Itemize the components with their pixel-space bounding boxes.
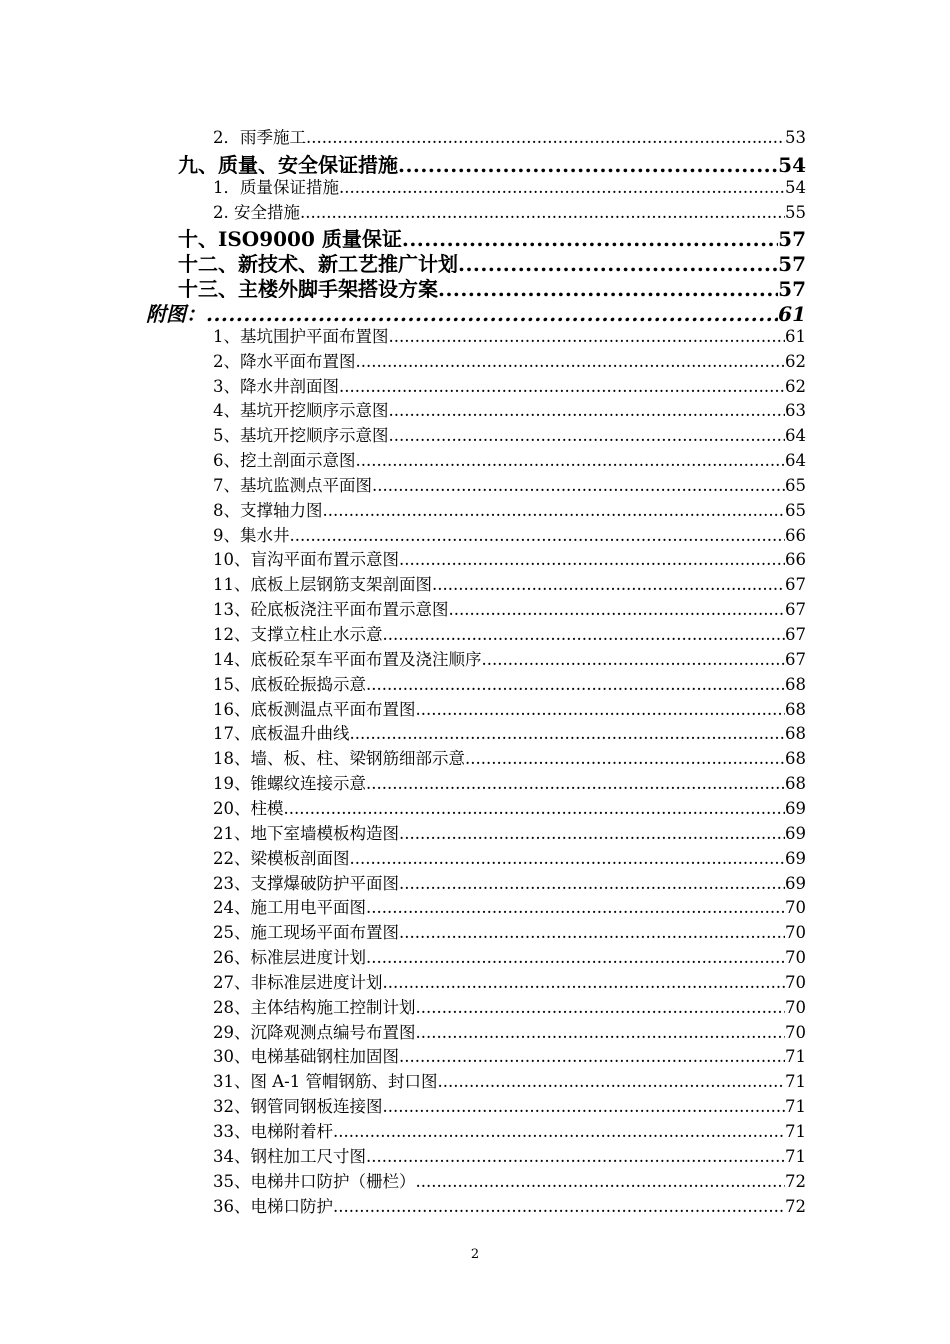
toc-entry-page: 63 bbox=[785, 401, 806, 421]
toc-entry[interactable] bbox=[213, 447, 806, 472]
toc-dot-leader bbox=[350, 849, 786, 868]
toc-entry[interactable] bbox=[213, 870, 806, 895]
toc-entry-title: 14、底板砼泵车平面布置及浇注顺序 bbox=[213, 649, 482, 669]
toc-entry-page: 66 bbox=[785, 550, 806, 570]
toc-entry[interactable] bbox=[213, 546, 806, 571]
toc-entry-title: 34、钢柱加工尺寸图 bbox=[213, 1146, 366, 1166]
toc-entry-page: 62 bbox=[785, 351, 806, 371]
toc-dot-leader bbox=[398, 153, 778, 174]
toc-dot-leader bbox=[366, 1147, 785, 1166]
toc-entry-page: 68 bbox=[785, 774, 806, 794]
toc-entry-title: 5、基坑开挖顺序示意图 bbox=[213, 426, 389, 446]
toc-entry[interactable] bbox=[213, 1093, 806, 1118]
toc-entry-page: 65 bbox=[785, 475, 806, 495]
toc-entry-title: 29、沉降观测点编号布置图 bbox=[213, 1022, 416, 1042]
toc-entry-page: 69 bbox=[785, 848, 806, 868]
toc-entry-page: 64 bbox=[785, 451, 806, 471]
toc-entry-page: 70 bbox=[785, 948, 806, 968]
toc-entry-page: 71 bbox=[785, 1097, 806, 1117]
toc-entry-title: 21、地下室墙模板构造图 bbox=[213, 823, 399, 843]
toc-entry-title: 30、电梯基础钢柱加固图 bbox=[213, 1047, 399, 1067]
toc-entry-title: 2、降水平面布置图 bbox=[213, 351, 356, 371]
toc-dot-leader bbox=[350, 724, 786, 743]
toc-entry[interactable] bbox=[213, 820, 806, 845]
toc-dot-leader bbox=[402, 227, 778, 248]
toc-dot-leader bbox=[323, 501, 786, 520]
toc-entry[interactable] bbox=[213, 124, 806, 149]
toc-dot-leader bbox=[356, 352, 786, 371]
toc-dot-leader bbox=[458, 252, 778, 273]
toc-entry-title: 2．雨季施工 bbox=[213, 128, 306, 147]
toc-entry[interactable] bbox=[213, 795, 806, 820]
toc-dot-leader bbox=[339, 377, 785, 396]
toc-entry-page: 65 bbox=[785, 500, 806, 520]
toc-dot-leader bbox=[416, 1023, 786, 1042]
toc-entry-title: 33、电梯附着杆 bbox=[213, 1122, 333, 1141]
toc-entry-page: 70 bbox=[785, 997, 806, 1017]
toc-entry[interactable] bbox=[213, 596, 806, 621]
toc-entry-title: 7、基坑监测点平面图 bbox=[213, 475, 372, 495]
toc-entry[interactable] bbox=[213, 472, 806, 497]
toc-entry-page: 68 bbox=[785, 749, 806, 769]
toc-entry-page: 70 bbox=[785, 923, 806, 943]
toc-entry-title: 6、挖土剖面示意图 bbox=[213, 451, 356, 471]
toc-entry-page: 71 bbox=[785, 1122, 806, 1141]
toc-dot-leader bbox=[339, 178, 785, 197]
toc-entry-page: 70 bbox=[785, 972, 806, 992]
toc-dot-leader bbox=[306, 128, 785, 147]
toc-dot-leader bbox=[356, 451, 786, 470]
toc-entry-page: 61 bbox=[785, 326, 806, 346]
toc-entry-page: 55 bbox=[785, 202, 806, 222]
toc-entry-title: 3、降水井剖面图 bbox=[213, 376, 339, 396]
toc-entry[interactable] bbox=[178, 248, 806, 273]
toc-dot-leader bbox=[399, 824, 785, 843]
toc-dot-leader bbox=[465, 749, 785, 768]
toc-dot-leader bbox=[416, 700, 786, 719]
toc-entry-title: 10、盲沟平面布置示意图 bbox=[213, 550, 399, 570]
toc-entry-page: 68 bbox=[785, 699, 806, 719]
toc-entry[interactable] bbox=[213, 199, 806, 224]
toc-entry-page: 64 bbox=[785, 426, 806, 446]
toc-entry[interactable] bbox=[213, 621, 806, 646]
toc-entry-title: 23、支撑爆破防护平面图 bbox=[213, 873, 399, 893]
toc-entry-title: 附图： bbox=[146, 301, 206, 323]
toc-entry[interactable] bbox=[178, 273, 806, 298]
toc-entry-page: 54 bbox=[785, 177, 806, 197]
toc-entry-title: 36、电梯口防护 bbox=[213, 1196, 333, 1216]
toc-entry[interactable] bbox=[213, 1043, 806, 1068]
toc-entry[interactable] bbox=[213, 919, 806, 944]
toc-entry-title: 15、底板砼振捣示意 bbox=[213, 674, 366, 694]
toc-entry-title: 十三、主楼外脚手架搭设方案 bbox=[178, 277, 438, 299]
toc-dot-leader bbox=[333, 1122, 785, 1141]
toc-entry[interactable] bbox=[213, 1193, 806, 1218]
toc-entry[interactable] bbox=[213, 497, 806, 522]
toc-entry-page: 69 bbox=[785, 798, 806, 818]
toc-entry[interactable] bbox=[213, 571, 806, 596]
toc-dot-leader bbox=[438, 277, 778, 298]
toc-entry-title: 19、锥螺纹连接示意 bbox=[213, 774, 366, 794]
toc-dot-leader bbox=[389, 401, 786, 420]
toc-entry-title: 24、施工用电平面图 bbox=[213, 898, 366, 918]
toc-entry[interactable] bbox=[213, 671, 806, 696]
toc-dot-leader bbox=[206, 302, 778, 323]
toc-entry-page: 69 bbox=[785, 823, 806, 843]
toc-entry-title: 18、墙、板、柱、梁钢筋细部示意 bbox=[213, 749, 465, 769]
toc-entry[interactable] bbox=[213, 174, 806, 199]
toc-entry-page: 70 bbox=[785, 898, 806, 918]
toc-dot-leader bbox=[366, 675, 785, 694]
toc-entry[interactable] bbox=[178, 149, 806, 174]
toc-entry-page: 69 bbox=[785, 873, 806, 893]
toc-entry[interactable] bbox=[213, 1118, 806, 1143]
toc-dot-leader bbox=[300, 203, 785, 222]
toc-entry-page: 61 bbox=[778, 301, 806, 323]
toc-entry-page: 70 bbox=[785, 1022, 806, 1042]
toc-entry-page: 67 bbox=[785, 575, 806, 595]
toc-entry-page: 71 bbox=[785, 1146, 806, 1166]
toc-entry-page: 66 bbox=[785, 525, 806, 545]
toc-entry-title: 九、质量、安全保证措施 bbox=[178, 152, 398, 174]
toc-entry-title: 22、梁模板剖面图 bbox=[213, 848, 350, 868]
toc-entry-page: 71 bbox=[785, 1047, 806, 1067]
page-number: 2 bbox=[470, 1247, 480, 1262]
toc-entry[interactable] bbox=[213, 969, 806, 994]
toc-dot-leader bbox=[449, 600, 786, 619]
toc-entry[interactable] bbox=[213, 323, 806, 348]
toc-dot-leader bbox=[389, 327, 786, 346]
toc-dot-leader bbox=[416, 998, 786, 1017]
toc-entry-page: 57 bbox=[778, 277, 806, 299]
toc-entry-page: 72 bbox=[785, 1196, 806, 1216]
toc-entry-title: 13、砼底板浇注平面布置示意图 bbox=[213, 600, 449, 620]
toc-dot-leader bbox=[383, 625, 786, 644]
toc-entry-title: 十二、新技术、新工艺推广计划 bbox=[178, 252, 458, 274]
toc-entry-title: 31、图 A-1 管帽钢筋、封口图 bbox=[213, 1072, 438, 1092]
toc-entry[interactable] bbox=[213, 348, 806, 373]
toc-entry-page: 57 bbox=[778, 227, 806, 249]
toc-entry-title: 35、电梯井口防护（栅栏） bbox=[213, 1171, 416, 1191]
toc-entry-title: 9、集水井 bbox=[213, 525, 290, 545]
toc-entry[interactable] bbox=[213, 422, 806, 447]
toc-dot-leader bbox=[399, 923, 785, 942]
toc-entry[interactable] bbox=[213, 1143, 806, 1168]
toc-dot-leader bbox=[437, 1072, 785, 1091]
toc-entry-title: 4、基坑开挖顺序示意图 bbox=[213, 401, 389, 421]
toc-entry[interactable] bbox=[146, 298, 806, 323]
toc-entry-title: 16、底板测温点平面布置图 bbox=[213, 699, 416, 719]
toc-dot-leader bbox=[366, 774, 785, 793]
toc-dot-leader bbox=[389, 426, 786, 445]
toc-entry-page: 62 bbox=[785, 376, 806, 396]
toc-entry-title: 十、ISO9000 质量保证 bbox=[178, 227, 402, 249]
toc-entry[interactable] bbox=[213, 894, 806, 919]
toc-entry-title: 26、标准层进度计划 bbox=[213, 948, 366, 968]
toc-entry[interactable] bbox=[213, 646, 806, 671]
toc-entry-title: 12、支撑立柱止水示意 bbox=[213, 625, 383, 644]
toc-dot-leader bbox=[482, 650, 786, 669]
toc-entry-page: 68 bbox=[785, 674, 806, 694]
toc-entry[interactable] bbox=[213, 373, 806, 398]
toc-entry[interactable] bbox=[213, 696, 806, 721]
toc-dot-leader bbox=[399, 874, 785, 893]
toc-entry[interactable] bbox=[213, 994, 806, 1019]
toc-entry[interactable] bbox=[178, 223, 806, 248]
toc-dot-leader bbox=[399, 550, 785, 569]
toc-entry-title: 25、施工现场平面布置图 bbox=[213, 923, 399, 943]
toc-entry-title: 17、底板温升曲线 bbox=[213, 724, 350, 744]
toc-dot-leader bbox=[284, 799, 786, 818]
toc-entry-page: 67 bbox=[785, 649, 806, 669]
toc-entry-title: 20、柱模 bbox=[213, 798, 284, 818]
toc-entry[interactable] bbox=[213, 1168, 806, 1193]
toc-entry-title: 2. 安全措施 bbox=[213, 202, 300, 222]
toc-dot-leader bbox=[383, 1097, 786, 1116]
toc-entry-page: 54 bbox=[778, 152, 806, 174]
toc-entry-page: 71 bbox=[785, 1072, 806, 1092]
toc-dot-leader bbox=[290, 526, 786, 545]
toc-entry-page: 67 bbox=[785, 600, 806, 620]
toc-dot-leader bbox=[333, 1197, 785, 1216]
toc-entry-title: 27、非标准层进度计划 bbox=[213, 972, 383, 992]
toc-entry[interactable] bbox=[213, 770, 806, 795]
toc-entry[interactable] bbox=[213, 845, 806, 870]
toc-entry-page: 53 bbox=[785, 128, 806, 147]
toc-entry-page: 68 bbox=[785, 724, 806, 744]
toc-entry[interactable] bbox=[213, 944, 806, 969]
toc-entry[interactable] bbox=[213, 745, 806, 770]
toc-entry-title: 28、主体结构施工控制计划 bbox=[213, 997, 416, 1017]
toc-entry[interactable] bbox=[213, 522, 806, 547]
toc-dot-leader bbox=[383, 973, 786, 992]
toc-dot-leader bbox=[372, 476, 785, 495]
toc-entry[interactable] bbox=[213, 1019, 806, 1044]
toc-entry-title: 32、钢管同钢板连接图 bbox=[213, 1097, 383, 1117]
toc-entry-page: 67 bbox=[785, 625, 806, 644]
toc-entry[interactable] bbox=[213, 1068, 806, 1093]
toc-dot-leader bbox=[399, 1047, 785, 1066]
toc-entry-title: 1、基坑围护平面布置图 bbox=[213, 326, 389, 346]
toc-dot-leader bbox=[366, 898, 785, 917]
toc-entry-page: 72 bbox=[785, 1171, 806, 1191]
toc-dot-leader bbox=[366, 948, 785, 967]
toc-entry-title: 1．质量保证措施 bbox=[213, 177, 339, 197]
toc-entry-page: 57 bbox=[778, 252, 806, 274]
toc-entry-title: 11、底板上层钢筋支架剖面图 bbox=[213, 575, 432, 595]
toc-dot-leader bbox=[432, 575, 785, 594]
toc-entry[interactable] bbox=[213, 720, 806, 745]
toc-entry-title: 8、支撑轴力图 bbox=[213, 500, 323, 520]
toc-dot-leader bbox=[416, 1172, 786, 1191]
toc-entry[interactable] bbox=[213, 397, 806, 422]
